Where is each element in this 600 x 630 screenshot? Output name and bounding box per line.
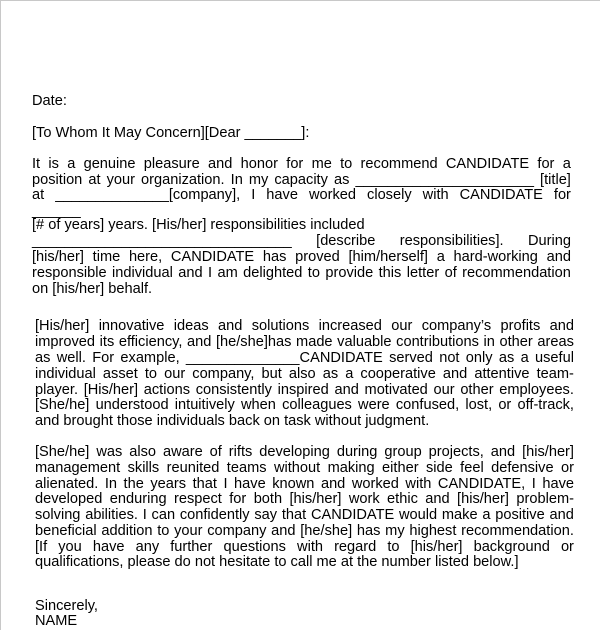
word: inspired xyxy=(277,382,329,398)
word: respect xyxy=(173,491,222,507)
salutation: [To Whom It May Concern][Dear _______]: xyxy=(32,125,310,141)
word: is xyxy=(48,156,59,172)
word: [describe xyxy=(316,233,376,249)
word: improved xyxy=(35,334,96,350)
word: cooperative xyxy=(360,366,436,382)
word: rifts xyxy=(228,444,253,460)
p1-line-2 xyxy=(32,172,571,188)
p3-line-1 xyxy=(35,444,574,460)
word: delighted xyxy=(243,265,303,281)
word: [If xyxy=(35,539,48,555)
word: a xyxy=(67,156,76,172)
p1-line-4: ______ xyxy=(32,203,81,219)
word: motivated xyxy=(364,382,428,398)
word: made xyxy=(296,334,333,350)
word: and xyxy=(208,156,233,172)
word: served xyxy=(389,350,433,366)
p1-line-7 xyxy=(32,249,571,265)
word: a xyxy=(482,507,491,523)
word: can xyxy=(151,507,176,523)
word: was xyxy=(96,444,123,460)
word: actions xyxy=(143,382,190,398)
word: regard xyxy=(334,539,377,555)
word: useful xyxy=(535,350,574,366)
word: I xyxy=(223,476,228,492)
word: ideas xyxy=(173,318,209,334)
word: employees. xyxy=(499,382,574,398)
word: intuitively xyxy=(174,397,235,413)
word: or xyxy=(560,539,574,555)
word: company’s xyxy=(421,318,492,334)
word: its xyxy=(99,334,115,350)
word: [His/her] xyxy=(83,382,139,398)
p2-line-6 xyxy=(35,397,574,413)
word: lost, xyxy=(465,397,493,413)
word: both xyxy=(253,491,283,507)
word: genuine xyxy=(83,156,136,172)
word: as xyxy=(333,172,350,188)
word: and xyxy=(178,265,203,281)
word: making xyxy=(327,460,375,476)
word: ________________________________ xyxy=(32,233,292,249)
word: have xyxy=(542,476,574,492)
word: our xyxy=(433,382,455,398)
word: profits xyxy=(500,318,541,334)
word: to xyxy=(387,539,400,555)
word: have xyxy=(234,476,266,492)
word: and xyxy=(217,318,243,334)
word: attentive xyxy=(474,366,530,382)
word: colleagues xyxy=(282,397,352,413)
word: [title] xyxy=(540,172,571,188)
word: not xyxy=(439,350,460,366)
word: defensive xyxy=(491,460,554,476)
word: off-track, xyxy=(517,397,574,413)
word: I xyxy=(531,476,536,492)
date-line: Date: xyxy=(32,93,67,109)
word: I xyxy=(208,265,213,281)
word: recommendation xyxy=(462,265,571,281)
p1-line-6 xyxy=(32,233,571,249)
word: pleasure xyxy=(143,156,200,172)
p2-line-3 xyxy=(35,350,574,366)
word: In xyxy=(230,172,243,188)
word: developing xyxy=(259,444,330,460)
word: example, xyxy=(120,350,180,366)
word: your xyxy=(174,523,203,539)
word: a xyxy=(345,366,354,382)
word: solutions xyxy=(251,318,310,334)
word: capacity xyxy=(274,172,328,188)
word: enduring xyxy=(109,491,167,507)
word: but xyxy=(261,366,282,382)
word: either xyxy=(382,460,419,476)
word: for xyxy=(229,491,247,507)
word: developed xyxy=(35,491,103,507)
word: highest xyxy=(409,523,457,539)
p3-line-3 xyxy=(35,476,574,492)
word: our xyxy=(164,366,186,382)
word: say xyxy=(254,507,278,523)
word: honor xyxy=(240,156,278,172)
word: other xyxy=(499,334,533,350)
word: for xyxy=(286,156,304,172)
word: a xyxy=(520,350,529,366)
word: I xyxy=(251,187,256,203)
p3-line-8: qualifications, please do not hesitate to call me at the number listed below.] xyxy=(35,554,519,570)
word: individual xyxy=(35,366,96,382)
p3-line-5 xyxy=(35,507,574,523)
word: [he/she] xyxy=(300,523,353,539)
word: increased xyxy=(318,318,382,334)
word: when xyxy=(241,397,276,413)
word: company, xyxy=(192,366,255,382)
word: ______________[company], xyxy=(55,187,241,203)
word: and xyxy=(320,476,346,492)
word: during xyxy=(336,444,378,460)
word: well. xyxy=(56,350,86,366)
word: as xyxy=(322,366,339,382)
word: individual xyxy=(112,265,173,281)
word: contributions xyxy=(396,334,479,350)
word: company xyxy=(207,523,267,539)
word: innovative xyxy=(98,318,165,334)
word: side xyxy=(425,460,453,476)
word: have xyxy=(266,187,298,203)
word: with xyxy=(422,187,449,203)
p3-line-7 xyxy=(35,539,574,555)
word: has xyxy=(356,523,381,539)
word: am xyxy=(217,265,238,281)
word: letter xyxy=(406,265,440,281)
word: for xyxy=(553,187,571,203)
word: [his/her] xyxy=(522,444,574,460)
word: background xyxy=(473,539,550,555)
word: further xyxy=(170,539,213,555)
word: as xyxy=(35,350,51,366)
word: recommendation. xyxy=(461,523,574,539)
word: I xyxy=(142,507,147,523)
word: CANDIDATE xyxy=(445,156,530,172)
word: and xyxy=(425,491,450,507)
word: understood xyxy=(95,397,169,413)
word: organization. xyxy=(141,172,225,188)
p2-line-7: and brought those individuals back on task without judgment. xyxy=(35,413,430,429)
p2-line-2 xyxy=(35,334,574,350)
word: without xyxy=(273,460,321,476)
word: It xyxy=(32,156,41,172)
word: questions xyxy=(223,539,286,555)
word: as xyxy=(498,350,515,366)
word: closely xyxy=(367,187,412,203)
word: projects, xyxy=(428,444,484,460)
word: ethic xyxy=(387,491,418,507)
word: group xyxy=(384,444,422,460)
word: positive xyxy=(495,507,545,523)
word: your xyxy=(106,172,135,188)
word: solving xyxy=(35,507,81,523)
word: work xyxy=(348,491,380,507)
word: and xyxy=(334,382,359,398)
word: of xyxy=(444,265,457,281)
p2-line-1 xyxy=(35,318,574,334)
p3-line-2 xyxy=(35,460,574,476)
word: and xyxy=(271,523,296,539)
word: player. xyxy=(35,382,78,398)
word: recommend xyxy=(360,156,438,172)
p1-line-3 xyxy=(32,187,571,203)
word: to xyxy=(144,366,158,382)
word: in xyxy=(483,334,495,350)
word: management xyxy=(35,460,121,476)
word: confused, xyxy=(395,397,460,413)
word: [his/her] xyxy=(289,491,342,507)
word: or xyxy=(498,397,512,413)
word: [She/he] xyxy=(35,397,90,413)
closing: Sincerely, xyxy=(35,598,98,614)
p3-line-4 xyxy=(35,491,574,507)
word: provide xyxy=(325,265,374,281)
word: known xyxy=(272,476,315,492)
word: [him/herself] xyxy=(348,249,428,265)
p1-line-9: on [his/her] behalf. xyxy=(32,281,153,297)
word: valuable xyxy=(337,334,392,350)
word: our xyxy=(391,318,413,334)
word: skills xyxy=(127,460,160,476)
word: consistently xyxy=(195,382,272,398)
word: [his/her] xyxy=(457,491,509,507)
word: areas xyxy=(537,334,574,350)
word: years xyxy=(150,476,187,492)
word: you xyxy=(58,539,82,555)
word: were xyxy=(358,397,390,413)
word: time xyxy=(92,249,121,265)
word: CANDIDATE xyxy=(310,507,395,523)
p1-line-1 xyxy=(32,156,571,172)
word: my xyxy=(385,523,405,539)
word: has xyxy=(262,249,287,265)
word: hard-working xyxy=(453,249,538,265)
word: and xyxy=(187,334,212,350)
word: ______________________ xyxy=(355,172,534,188)
word: aware xyxy=(162,444,203,460)
word: [His/her] xyxy=(35,318,90,334)
word: In xyxy=(104,476,117,492)
word: of xyxy=(209,444,222,460)
word: During xyxy=(528,233,571,249)
word: also xyxy=(129,444,157,460)
word: CANDIDATE, xyxy=(437,476,526,492)
word: and xyxy=(442,366,468,382)
word: [his/her] xyxy=(410,539,463,555)
word: proved xyxy=(295,249,340,265)
word: to xyxy=(307,265,320,281)
word: with xyxy=(297,539,323,555)
word: to xyxy=(157,523,170,539)
word: would xyxy=(398,507,438,523)
word: [his/her] xyxy=(32,249,84,265)
word: CANDIDATE xyxy=(459,187,543,203)
word: responsibilities]. xyxy=(399,233,504,249)
word: a xyxy=(562,156,571,172)
word: that xyxy=(281,507,307,523)
word: make xyxy=(441,507,478,523)
p1-line-5: [# of years] years. [His/her] responsibilities included xyxy=(32,217,365,233)
word: beneficial xyxy=(35,523,97,539)
p1-line-8 xyxy=(32,265,571,281)
word: worked xyxy=(351,476,399,492)
p2-line-5 xyxy=(35,382,574,398)
word: the xyxy=(123,476,144,492)
word: and xyxy=(549,507,574,523)
word: [he/she]has xyxy=(215,334,292,350)
word: or xyxy=(560,460,574,476)
word: other xyxy=(460,382,494,398)
word: for xyxy=(537,156,555,172)
word: addition xyxy=(101,523,153,539)
word: at xyxy=(32,187,45,203)
word: at xyxy=(88,172,101,188)
word: abilities. xyxy=(85,507,138,523)
word: alienated. xyxy=(35,476,99,492)
p3-line-6 xyxy=(35,523,574,539)
word: feel xyxy=(460,460,484,476)
word: to xyxy=(340,156,353,172)
word: a xyxy=(436,249,445,265)
word: teams xyxy=(226,460,267,476)
word: confidently xyxy=(179,507,250,523)
word: team- xyxy=(536,366,574,382)
word: only xyxy=(465,350,493,366)
word: my xyxy=(248,172,269,188)
word: asset xyxy=(102,366,138,382)
word: and xyxy=(490,444,516,460)
word: reunited xyxy=(166,460,220,476)
word: here, xyxy=(128,249,163,265)
word: and xyxy=(549,318,574,334)
word: ______________CANDIDATE xyxy=(185,350,383,366)
word: worked xyxy=(308,187,357,203)
word: that xyxy=(192,476,217,492)
word: [She/he] xyxy=(35,444,90,460)
word: responsible xyxy=(32,265,107,281)
word: position xyxy=(32,172,83,188)
word: problem- xyxy=(516,491,574,507)
signer-name: NAME xyxy=(35,613,78,629)
word: with xyxy=(405,476,432,492)
word: For xyxy=(92,350,115,366)
word: any xyxy=(135,539,160,555)
word: have xyxy=(92,539,125,555)
word: and xyxy=(546,249,571,265)
word: this xyxy=(378,265,402,281)
word: efficiency, xyxy=(118,334,183,350)
word: me xyxy=(311,156,332,172)
word: CANDIDATE xyxy=(170,249,255,265)
word: also xyxy=(288,366,316,382)
p2-line-4 xyxy=(35,366,574,382)
